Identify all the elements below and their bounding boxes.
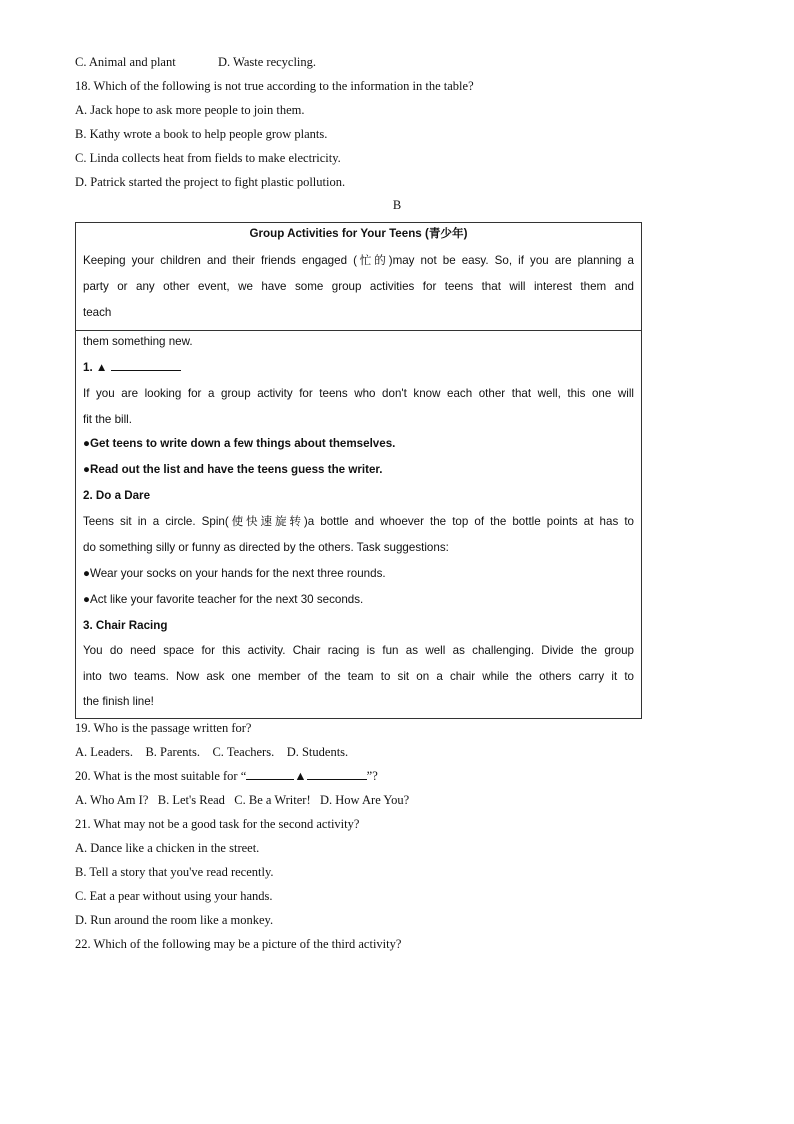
q20-options: A. Who Am I? B. Let's Read C. Be a Writer! D. How Are You? xyxy=(75,793,410,807)
activity2-bullet-1: ●Wear your socks on your hands for the next three rounds. xyxy=(83,567,386,580)
activity2-line-2: do something silly or funny as directed by the others. Task suggestions: xyxy=(83,541,449,554)
q18-option-a: A. Jack hope to ask more people to join them. xyxy=(75,103,305,117)
intro-continued: them something new. xyxy=(83,335,193,348)
activity1-line-2: fit the bill. xyxy=(83,413,132,426)
q21-option-a: A. Dance like a chicken in the street. xyxy=(75,841,260,855)
intro-line-2: party or any other event, we have some group activities for teens that will interest them and xyxy=(83,280,634,293)
activity2-bullet-2: ●Act like your favorite teacher for the next 30 seconds. xyxy=(83,593,364,606)
q17-options-cd xyxy=(75,54,317,70)
q20-stem xyxy=(75,768,378,784)
q21-option-d: D. Run around the room like a monkey. xyxy=(75,913,274,927)
activity3-line-2: into two teams. Now ask one member of the team to sit on a chair while the others carry it to xyxy=(83,670,634,683)
activity3-line-3: the finish line! xyxy=(83,695,154,708)
passage-title: Group Activities for Your Teens (青少年) xyxy=(249,227,468,240)
q17-option-d: D. Waste recycling. xyxy=(218,55,317,69)
activity2-line-1: Teens sit in a circle. Spin(使快速旋转)a bottle and whoever the top of the bottle points at has to xyxy=(83,515,634,528)
section-label: B xyxy=(392,198,402,212)
activity2-heading: 2. Do a Dare xyxy=(83,489,151,502)
q19-options: A. Leaders. B. Parents. C. Teachers. D. Students. xyxy=(75,745,349,759)
activity1-number: 1. ▲ xyxy=(83,361,108,374)
q20-mark: ▲ xyxy=(294,769,307,783)
q18-stem: 18. Which of the following is not true according to the information in the table? xyxy=(75,79,474,93)
q20-prefix: 20. What is the most suitable for “ xyxy=(75,769,247,783)
q19-stem: 19. Who is the passage written for? xyxy=(75,721,252,735)
passage-box-top xyxy=(75,222,642,331)
q18-option-c: C. Linda collects heat from fields to make electricity. xyxy=(75,151,341,165)
activity1-line-1: If you are looking for a group activity for teens who don't know each other that well, this one will xyxy=(83,387,634,400)
activity3-line-1: You do need space for this activity. Chair racing is fun as well as challenging. Divide the group xyxy=(83,644,634,657)
q21-stem: 21. What may not be a good task for the second activity? xyxy=(75,817,360,831)
activity1-bullet-1: ●Get teens to write down a few things about themselves. xyxy=(83,437,396,450)
q18-option-d: D. Patrick started the project to fight plastic pollution. xyxy=(75,175,346,189)
activity1-blank xyxy=(111,360,181,371)
q20-blank-left xyxy=(246,769,294,780)
intro-line-3: teach xyxy=(83,306,112,319)
q21-option-c: C. Eat a pear without using your hands. xyxy=(75,889,273,903)
q22-stem: 22. Which of the following may be a picture of the third activity? xyxy=(75,937,402,951)
intro-line-1: Keeping your children and their friends engaged (忙的)may not be easy. So, if you are planning a xyxy=(83,254,634,267)
activity1-heading xyxy=(83,360,634,376)
passage-box-bottom xyxy=(75,330,642,719)
q20-suffix: ”? xyxy=(366,769,378,783)
q20-blank-right xyxy=(307,769,367,780)
q17-option-c: C. Animal and plant xyxy=(75,55,176,69)
q21-option-b: B. Tell a story that you've read recently. xyxy=(75,865,274,879)
q18-option-b: B. Kathy wrote a book to help people grow plants. xyxy=(75,127,328,141)
activity3-heading: 3. Chair Racing xyxy=(83,619,168,632)
activity1-bullet-2: ●Read out the list and have the teens guess the writer. xyxy=(83,463,383,476)
